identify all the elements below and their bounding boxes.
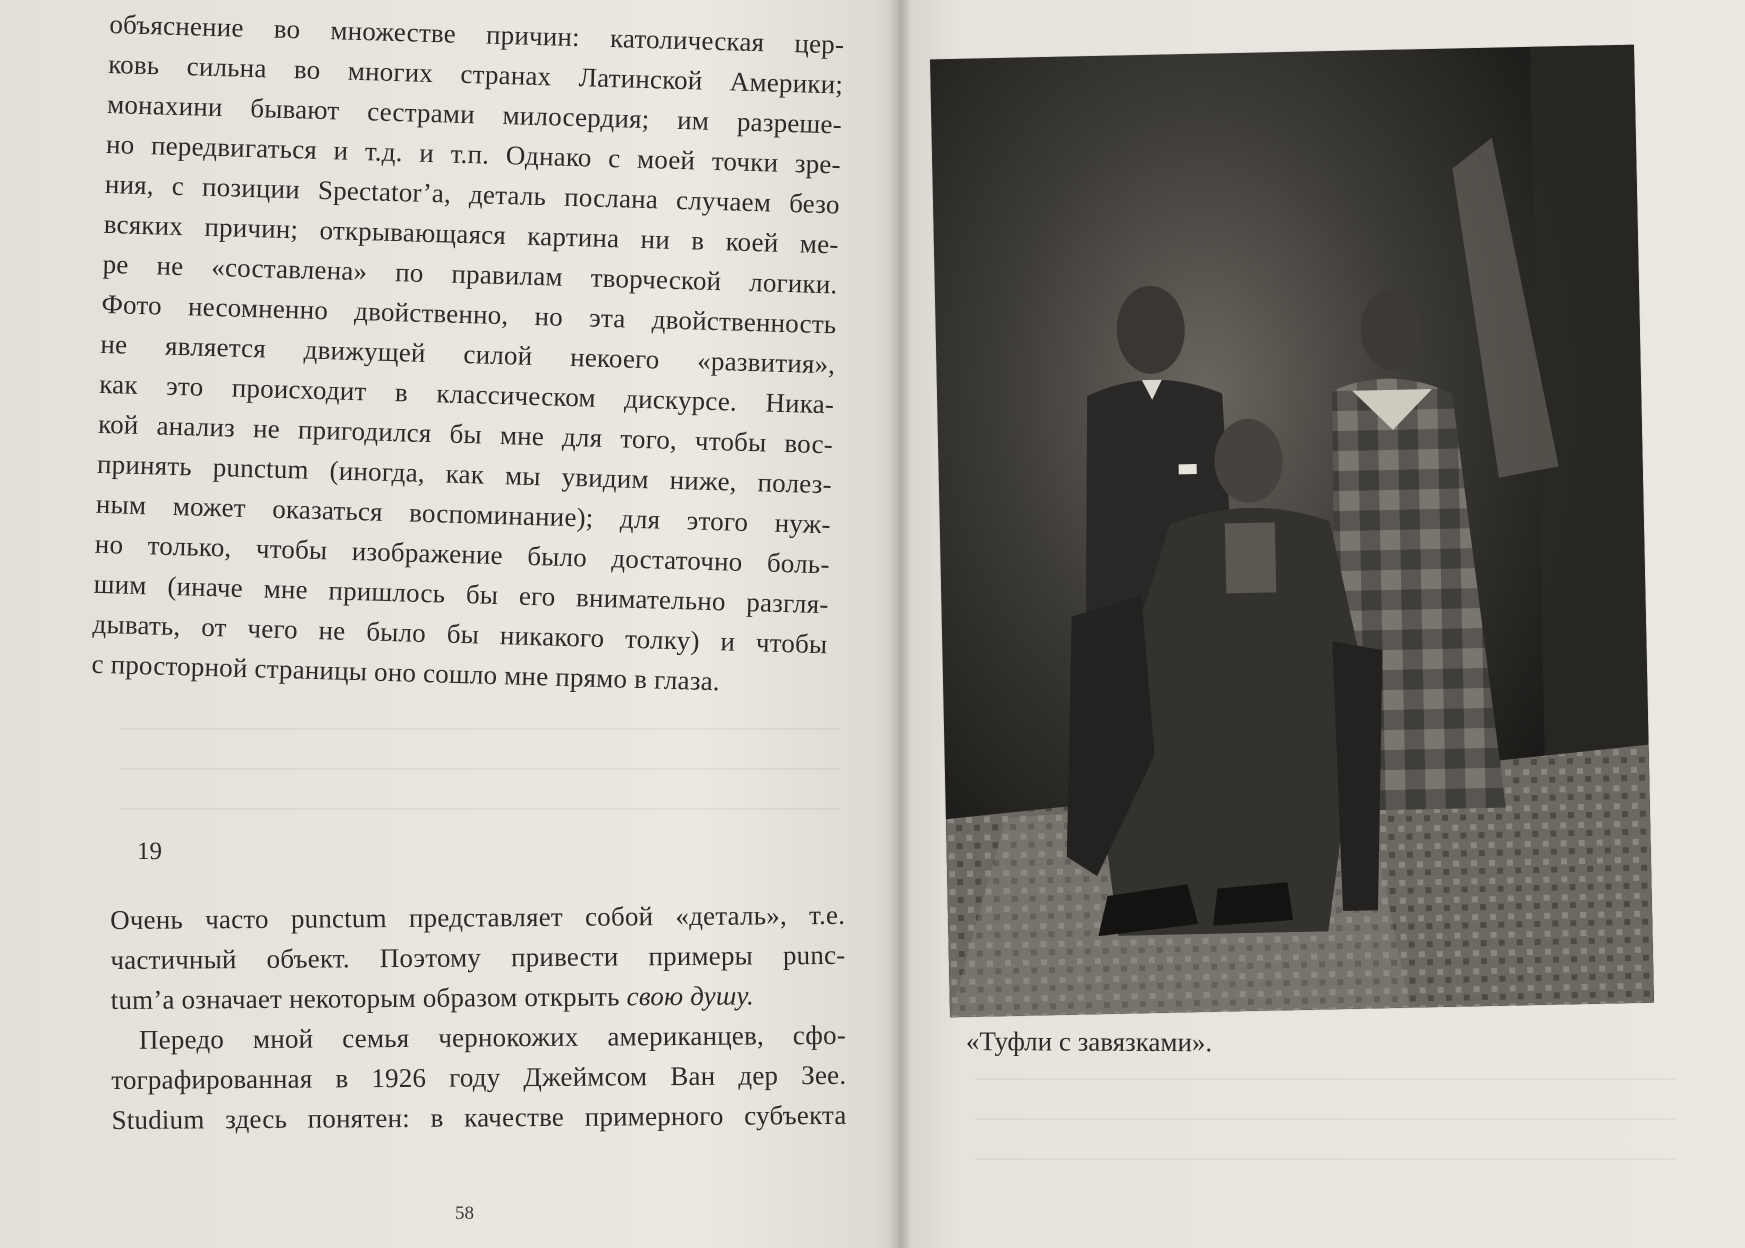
photograph-illustration <box>930 45 1654 1018</box>
text-line: частичный объект. Поэтому привести примеры punc- <box>110 939 846 975</box>
family-photograph <box>930 45 1654 1018</box>
emphasis-text: свою душу. <box>626 980 755 1012</box>
bottom-paragraph <box>110 895 847 1140</box>
text-line: тографированная в 1926 году Джеймсом Ван дер Зее. <box>111 1059 847 1095</box>
text-span: tum’а означает некоторым образом открыть <box>110 981 627 1015</box>
text-line: ния, с позиции Spectator’а, деталь послана случаем безо <box>104 168 841 220</box>
text-line: объяснение во множестве причин: католическая цер- <box>109 8 845 60</box>
text-line: но только, чтобы изображение было достаточно боль- <box>94 528 831 580</box>
chapter-number: 19 <box>137 838 162 865</box>
text-line: монахини бывают сестрами милосердия; им разреше- <box>106 88 843 140</box>
bleed-through <box>120 808 840 810</box>
page-number: 58 <box>455 1203 474 1224</box>
text-line: ре не «составлена» по правилам творческой логики. <box>102 248 838 300</box>
bleed-through <box>120 768 840 770</box>
text-line: кой анализ не пригодился бы мне для того, чтобы вос- <box>97 408 834 460</box>
text-line: ным может оказаться воспоминание); для этого нуж- <box>95 488 832 540</box>
text-line: дывать, от чего не было бы никакого толку) и чтобы <box>92 608 828 660</box>
text-line <box>111 975 846 1020</box>
text-line: принять punctum (иногда, как мы увидим ниже, полез- <box>96 448 833 500</box>
text-line: шим (иначе мне пришлось бы его внимательно разгля- <box>93 568 829 620</box>
text-line: Очень часто punctum представляет собой «деталь», т.е. <box>110 899 846 935</box>
bleed-through <box>120 728 840 730</box>
text-line: ковь сильна во многих странах Латинской Америки; <box>107 48 844 100</box>
bleed-through <box>975 1118 1675 1120</box>
text-line: Передо мной семья чернокожих американцев, сфо- <box>138 1019 847 1055</box>
text-line: не является движущей силой некоего «развития», <box>100 328 836 380</box>
top-paragraph <box>91 4 845 704</box>
text-line: всяких причин; открывающаяся картина ни в коей ме- <box>103 208 839 260</box>
bleed-through <box>975 1158 1675 1160</box>
text-line: Studium здесь понятен: в качестве примерного субъекта <box>111 1099 847 1135</box>
text-line: с просторной страницы оно сошло мне прямо в глаза. <box>91 648 721 697</box>
text-line: Фото несомненно двойственно, но эта двойственность <box>101 288 837 340</box>
photo-caption: «Туфли с завязками». <box>965 1026 1213 1058</box>
text-line: но передвигаться и т.д. и т.п. Однако с моей точки зре- <box>105 128 842 180</box>
bleed-through <box>975 1078 1675 1080</box>
text-line: как это происходит в классическом дискурсе. Ника- <box>98 368 835 420</box>
